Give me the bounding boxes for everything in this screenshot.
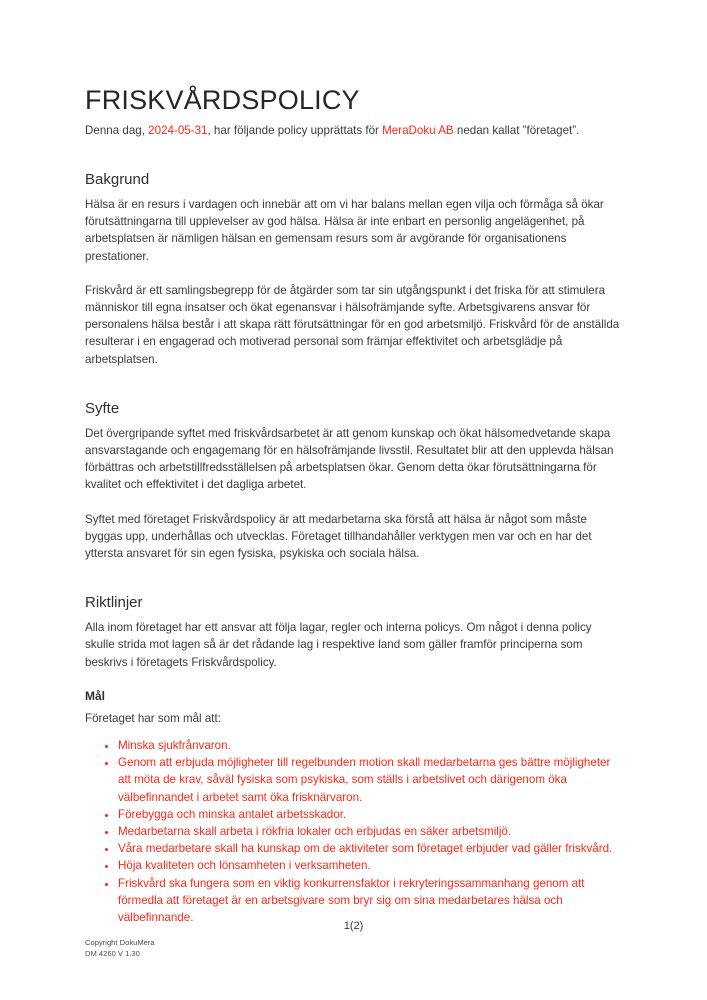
paragraph: Det övergripande syftet med friskvårdsarbetet är att genom kunskap och ökat hälsomedvetande skapa ansvarstagande och engagemang för en hälsofrämjande livsstil. Resultatet blir att den upplevda hälsan förbättras och arbetstillfredsställelsen på arbetsplatsen ökar. Genom detta ökar förutsättningarna för kvalitet och effektivitet i det dagliga arbetet. (85, 426, 614, 492)
section-heading-riktlinjer: Riktlinjer (85, 594, 143, 612)
section-mal (85, 688, 623, 926)
document-id-version: DM 4260 V 1.30 (85, 949, 140, 958)
goal-item: • Medarbetarna skall arbeta i rökfria lokaler och erbjudas en säker arbetsmiljö. (118, 823, 623, 840)
section-bakgrund (85, 170, 623, 368)
section-syfte (85, 399, 623, 562)
copyright-line: Copyright DokuMera (85, 938, 155, 947)
page-number: 1(2) (343, 920, 364, 932)
goals-list (85, 737, 623, 926)
section-riktlinjer (85, 593, 623, 671)
section-heading-syfte: Syfte (85, 399, 120, 417)
intro-company-name: MeraDoku AB (382, 124, 454, 137)
paragraph: Hälsa är en resurs i vardagen och innebär att om vi har balans mellan egen vilja och förmåga så ökar förutsättningarna till upplevelser av god hälsa. Hälsa är inte enbart en personlig angelägenhet, på arbetsplatsen är nämligen hälsan en gemensam resurs som är avgörande för organisationens prestationer. (85, 198, 604, 263)
intro-middle: , har följande policy upprättats för (207, 124, 383, 137)
sub-heading-mal: Mål (85, 688, 106, 703)
paragraph: Alla inom företaget har ett ansvar att följa lagar, regler och interna policys. Om något i denna policy skulle strida mot lagen så är det rådande lag i respektive land som gäller framför principerna som beskrivs i företagets Friskvårdspolicy. (85, 621, 592, 669)
goal-item: • Friskvård ska fungera som en viktig konkurrensfaktor i rekryteringssammanhang genom att förmedla att företaget är en arbetsgivare som bryr sig om sina medarbetares hälsa och välbefinnande. (118, 875, 623, 927)
goal-item: • Minska sjukfrånvaron. (118, 737, 623, 754)
section-heading-bakgrund: Bakgrund (85, 171, 150, 188)
goals-lead: Företaget har som mål att: (85, 711, 221, 725)
paragraph: Syftet med företaget Friskvårdspolicy är att medarbetarna ska förstå att hälsa är något som måste byggas upp, underhållas och utvecklas. Företaget tillhandahåller verktygen men var och en har det yttersta ansvaret för sin egen fysiska, psykiska och sociala hälsa. (85, 512, 592, 561)
copyright-block (85, 937, 155, 959)
intro-prefix: Denna dag, (85, 124, 149, 137)
intro-suffix: nedan kallat ”företaget”. (453, 124, 580, 137)
paragraph: Friskvård är ett samlingsbegrepp för de åtgärder som tar sin utgångspunkt i det friska för att stimulera människor till egna insatser och ökat egenansvar i hälsofrämjande syfte. Arbetsgivarens ansvar för personalens hälsa består i att skapa rätt förutsättningar för en god arbetsmiljö. Friskvård för de anställda resulterar i en engagerad och motiverad personal som främjar effektivitet och arbetsglädje på arbetsplatsen. (85, 283, 620, 366)
goal-item: • Genom att erbjuda möjligheter till regelbunden motion skall medarbetarna ges bättre möjligheter att möta de krav, såväl fysiska som psykiska, som ställs i arbetslivet och därigenom öka välbefinnandet i arbetet samt öka frisknärvaron. (118, 754, 623, 806)
intro-date: 2024-05-31 (148, 124, 208, 137)
goal-item: • Höja kvaliteten och lönsamheten i verksamheten. (118, 857, 623, 874)
goal-item: • Våra medarbetare skall ha kunskap om de aktiviteter som företaget erbjuder vad gäller friskvård. (118, 840, 623, 857)
intro-line (85, 122, 623, 139)
goal-item: • Förebygga och minska antalet arbetsskador. (118, 806, 623, 823)
document-title: FRISKVÅRDSPOLICY (85, 85, 360, 115)
